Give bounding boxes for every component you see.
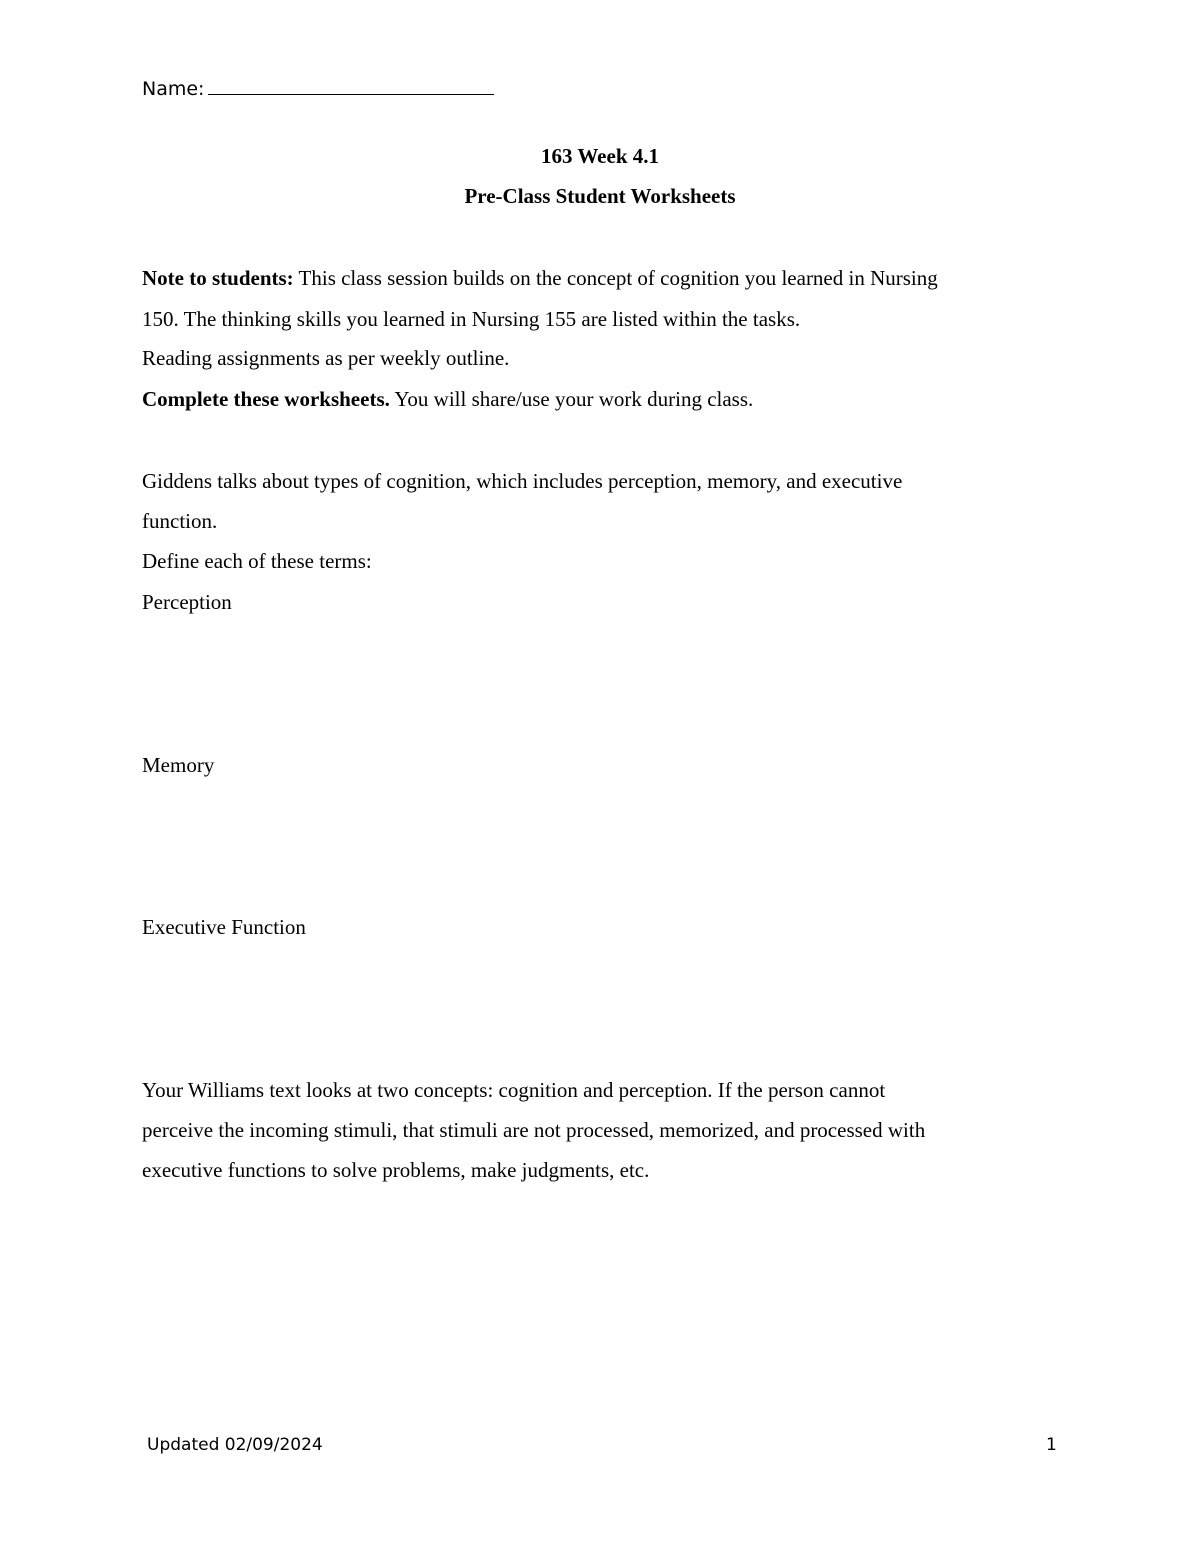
reading-assignments-line: Reading assignments as per weekly outline.	[142, 346, 510, 370]
course-week-title: 163 Week 4.1	[540, 144, 660, 168]
note-line-1	[142, 265, 938, 291]
worksheet-title: Pre-Class Student Worksheets	[464, 184, 736, 208]
complete-rest-text: You will share/use your work during class.	[389, 387, 754, 411]
giddens-line-1: Giddens talks about types of cognition, which includes perception, memory, and executive	[142, 469, 903, 493]
note-line-1-text: This class session builds on the concept of cognition you learned in Nursing	[293, 266, 938, 290]
define-instruction: Define each of these terms:	[142, 549, 372, 573]
footer-updated-date: Updated 02/09/2024	[147, 1435, 323, 1455]
williams-line-2: perceive the incoming stimuli, that stimuli are not processed, memorized, and processed with	[142, 1118, 926, 1142]
term-memory: Memory	[142, 753, 215, 777]
williams-line-3: executive functions to solve problems, make judgments, etc.	[142, 1158, 650, 1182]
complete-label: Complete these worksheets.	[142, 387, 390, 411]
footer-page-number: 1	[1046, 1435, 1057, 1455]
name-field-row	[142, 74, 494, 102]
name-blank-line[interactable]	[208, 74, 494, 95]
term-perception: Perception	[142, 590, 232, 614]
name-label: Name:	[142, 78, 205, 100]
complete-worksheets-line	[142, 386, 753, 412]
note-label: Note to students:	[142, 266, 294, 290]
note-line-2: 150. The thinking skills you learned in Nursing 155 are listed within the tasks.	[142, 307, 801, 331]
williams-line-1: Your Williams text looks at two concepts: cognition and perception. If the person cannot	[142, 1078, 886, 1102]
term-executive-function: Executive Function	[142, 915, 306, 939]
giddens-line-2: function.	[142, 509, 218, 533]
